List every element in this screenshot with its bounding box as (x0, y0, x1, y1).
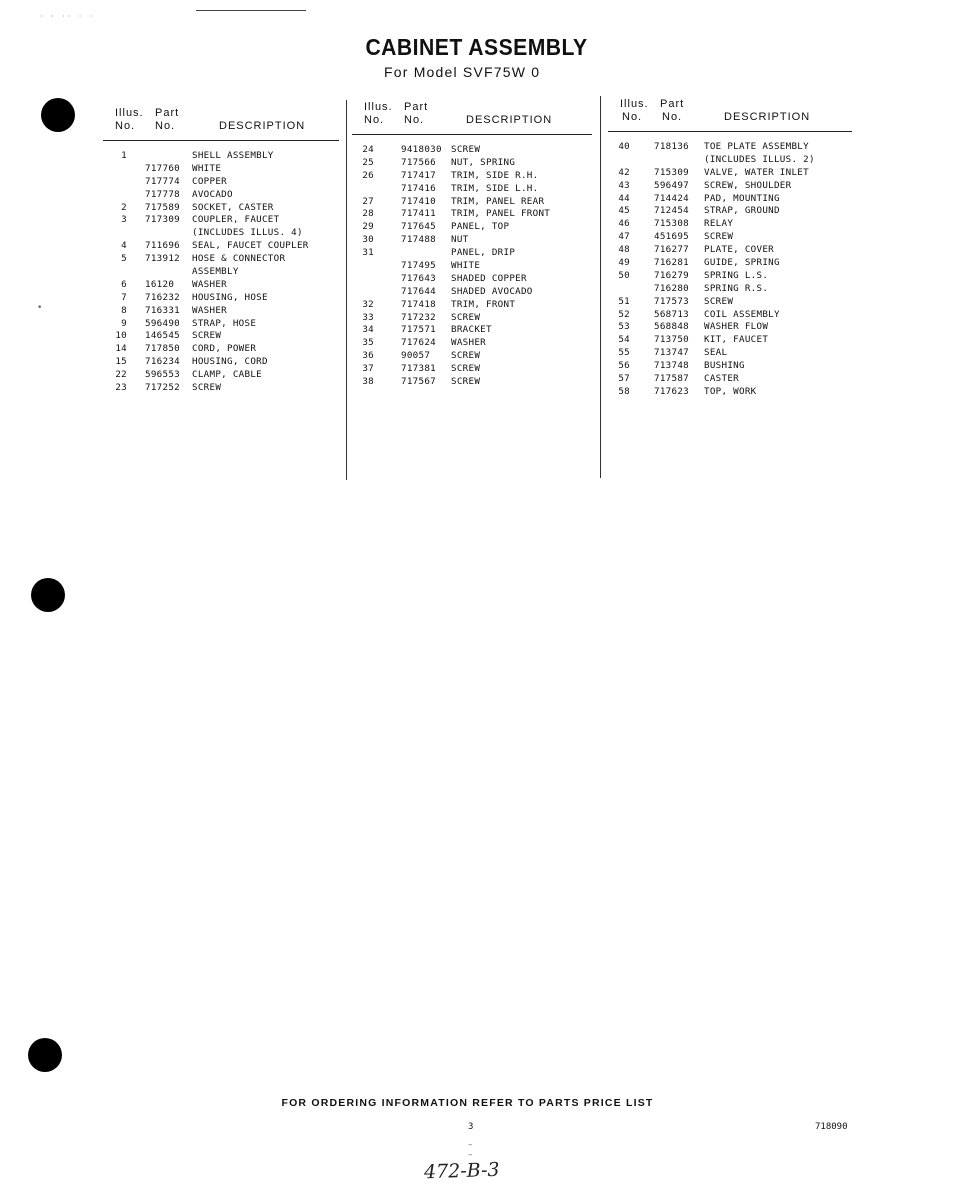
illus-number: 47 (618, 231, 630, 243)
part-number: 717589 (145, 201, 180, 213)
description-header: DESCRIPTION (219, 120, 306, 132)
column-divider (346, 100, 347, 480)
illus-number: 7 (121, 291, 127, 303)
illus-number: 22 (115, 369, 127, 381)
part-number: 596497 (654, 179, 689, 191)
part-description: BUSHING (704, 360, 745, 372)
table-row (352, 144, 592, 157)
table-row (352, 299, 592, 312)
table-row (608, 205, 852, 218)
illus-number: 33 (362, 311, 374, 323)
illus-number: 5 (121, 253, 127, 265)
illus-number: 23 (115, 382, 127, 394)
part-number: 716232 (145, 291, 180, 303)
illus-header-top: Illus. (115, 107, 144, 119)
illus-number: 35 (362, 337, 374, 349)
part-description: SCREW (192, 330, 222, 342)
column-divider (600, 96, 601, 478)
table-row (103, 369, 339, 382)
ordering-note: FOR ORDERING INFORMATION REFER TO PARTS PRICE LIST (281, 1097, 654, 1109)
header-rule (608, 131, 852, 132)
part-number: 716281 (654, 257, 689, 269)
table-row (608, 154, 852, 167)
part-number: 717624 (401, 337, 436, 349)
parts-column-1 (103, 107, 339, 395)
table-row (352, 196, 592, 209)
part-description: COIL ASSEMBLY (704, 308, 780, 320)
illus-number: 28 (362, 208, 374, 220)
part-number: 717778 (145, 188, 180, 200)
parts-column-2 (352, 101, 592, 389)
table-row (352, 286, 592, 299)
table-row (103, 305, 339, 318)
table-row (608, 321, 852, 334)
scan-dot: • (37, 303, 43, 313)
illus-number: 31 (362, 247, 374, 259)
part-description: SCREW (451, 376, 481, 388)
scan-mark: – (468, 1150, 473, 1160)
illus-number: 6 (121, 278, 127, 290)
illus-number: 51 (618, 295, 630, 307)
table-row (103, 292, 339, 305)
part-number: 717566 (401, 156, 436, 168)
illus-number: 1 (121, 150, 127, 161)
illus-number: 26 (362, 169, 374, 181)
table-row (352, 350, 592, 363)
part-description: TOP, WORK (704, 385, 757, 397)
part-description: GUIDE, SPRING (704, 257, 780, 269)
illus-number: 27 (362, 195, 374, 207)
part-description: SPRING R.S. (704, 282, 769, 294)
table-row (352, 273, 592, 286)
table-row (608, 373, 852, 386)
part-description: SCREW (704, 295, 734, 307)
page-title: CABINET ASSEMBLY (365, 34, 588, 60)
part-number: 717571 (401, 324, 436, 336)
illus-number: 25 (362, 156, 374, 168)
illus-number: 2 (121, 201, 127, 213)
table-row (352, 170, 592, 183)
part-number: 717573 (654, 295, 689, 307)
part-description: VALVE, WATER INLET (704, 166, 809, 178)
table-row (608, 283, 852, 296)
part-number: 717623 (654, 385, 689, 397)
part-description: STRAP, GROUND (704, 205, 780, 217)
table-row (352, 221, 592, 234)
part-description: WASHER (192, 304, 227, 316)
table-row (608, 180, 852, 193)
table-row (103, 214, 339, 227)
part-description: STRAP, HOSE (192, 317, 257, 329)
part-description: SHELL ASSEMBLY (192, 150, 274, 161)
part-description: SCREW (451, 144, 481, 155)
part-number: 717774 (145, 175, 180, 187)
table-row (608, 270, 852, 283)
part-no-header: No. (155, 120, 176, 132)
table-row (352, 260, 592, 273)
part-description: SCREW (451, 350, 481, 362)
illus-header-top: Illus. (364, 101, 393, 113)
part-description: SOCKET, CASTER (192, 201, 274, 213)
part-header-top: Part (404, 101, 429, 113)
part-number: 146545 (145, 330, 180, 342)
description-header: DESCRIPTION (466, 114, 553, 126)
illus-number: 8 (121, 304, 127, 316)
part-description: SCREW, SHOULDER (704, 179, 792, 191)
table-row (608, 309, 852, 322)
illus-number: 34 (362, 324, 374, 336)
illus-number: 44 (618, 192, 630, 204)
part-number: 717488 (401, 234, 436, 246)
part-number: 717252 (145, 382, 180, 394)
table-row (103, 253, 339, 266)
part-number: 9418030 (401, 144, 442, 155)
column-header (608, 98, 852, 128)
scan-speckle: · · ·· · · (40, 12, 96, 21)
part-description: WASHER (192, 278, 227, 290)
part-number: 717309 (145, 214, 180, 226)
part-number: 717418 (401, 298, 436, 310)
illus-number: 45 (618, 205, 630, 217)
part-number: 717381 (401, 363, 436, 375)
part-description: BRACKET (451, 324, 492, 336)
table-row (352, 337, 592, 350)
document-number: 718090 (815, 1122, 848, 1132)
description-header: DESCRIPTION (724, 111, 811, 123)
part-description: SCREW (704, 231, 734, 243)
part-number: 717760 (145, 162, 180, 174)
header-rule (352, 134, 592, 135)
part-number: 713748 (654, 360, 689, 372)
table-row (352, 234, 592, 247)
parts-list (352, 144, 592, 389)
part-description: COUPLER, FAUCET (192, 214, 280, 226)
table-row (352, 247, 592, 260)
illus-number: 54 (618, 334, 630, 346)
part-description: CORD, POWER (192, 343, 257, 355)
illus-number: 37 (362, 363, 374, 375)
table-row (103, 356, 339, 369)
part-number: 451695 (654, 231, 689, 243)
illus-number: 50 (618, 269, 630, 281)
illus-number: 58 (618, 385, 630, 397)
table-row (608, 231, 852, 244)
part-header-top: Part (155, 107, 180, 119)
table-row (608, 244, 852, 257)
part-description: TRIM, FRONT (451, 298, 516, 310)
part-number: 714424 (654, 192, 689, 204)
illus-number: 57 (618, 373, 630, 385)
part-description: SPRING L.S. (704, 269, 769, 281)
part-number: 90057 (401, 350, 431, 362)
part-number: 712454 (654, 205, 689, 217)
table-row (608, 167, 852, 180)
part-number: 716331 (145, 304, 180, 316)
column-header (352, 101, 592, 131)
part-number: 717411 (401, 208, 436, 220)
illus-number: 38 (362, 376, 374, 388)
illus-number: 46 (618, 218, 630, 230)
illus-number: 43 (618, 179, 630, 191)
illus-number: 48 (618, 244, 630, 256)
part-description: WHITE (451, 260, 481, 272)
part-number: 596553 (145, 369, 180, 381)
illus-number: 49 (618, 257, 630, 269)
page-number: 3 (468, 1122, 474, 1132)
part-number: 711696 (145, 240, 180, 252)
illus-number: 9 (121, 317, 127, 329)
part-description: CASTER (704, 373, 739, 385)
binder-hole-middle (31, 578, 65, 612)
illus-number: 14 (115, 343, 127, 355)
part-description: SEAL, FAUCET COUPLER (192, 240, 309, 252)
part-description: TRIM, PANEL REAR (451, 195, 545, 207)
part-number: 717850 (145, 343, 180, 355)
table-row (608, 360, 852, 373)
part-description: SHADED AVOCADO (451, 285, 533, 297)
table-row (608, 296, 852, 309)
illus-number: 24 (362, 144, 374, 155)
illus-number: 36 (362, 350, 374, 362)
part-number: 717587 (654, 373, 689, 385)
table-row (608, 193, 852, 206)
table-row (103, 279, 339, 292)
table-row (352, 363, 592, 376)
part-number: 717232 (401, 311, 436, 323)
part-number: 16120 (145, 278, 175, 290)
part-number: 717567 (401, 376, 436, 388)
table-row (103, 382, 339, 395)
part-number: 716280 (654, 282, 689, 294)
part-description: TRIM, SIDE L.H. (451, 182, 539, 194)
table-row (352, 312, 592, 325)
part-description: HOUSING, HOSE (192, 291, 268, 303)
part-header-top: Part (660, 98, 685, 110)
illus-number: 4 (121, 240, 127, 252)
table-row (103, 189, 339, 202)
illus-number: 53 (618, 321, 630, 333)
parts-column-3 (608, 98, 852, 399)
part-number: 717410 (401, 195, 436, 207)
table-row (103, 318, 339, 331)
part-number: 716277 (654, 244, 689, 256)
illus-number: 56 (618, 360, 630, 372)
parts-list (103, 150, 339, 395)
table-row (352, 157, 592, 170)
part-description: WASHER (451, 337, 486, 349)
part-description: KIT, FAUCET (704, 334, 769, 346)
part-description: NUT (451, 234, 469, 246)
table-row (352, 376, 592, 389)
part-number: 596490 (145, 317, 180, 329)
illus-number: 40 (618, 141, 630, 152)
header-rule (103, 140, 339, 141)
handwritten-note: 472-B-3 (423, 1158, 500, 1184)
part-description: COPPER (192, 175, 227, 187)
table-row (608, 141, 852, 154)
table-row (103, 330, 339, 343)
table-row (103, 150, 339, 163)
part-description: RELAY (704, 218, 734, 230)
part-description: SHADED COPPER (451, 272, 527, 284)
illus-number: 30 (362, 234, 374, 246)
part-description: WHITE (192, 162, 222, 174)
binder-hole-top (41, 98, 75, 132)
part-description: SCREW (451, 363, 481, 375)
table-row (608, 334, 852, 347)
part-description: ASSEMBLY (192, 266, 239, 278)
table-row (103, 176, 339, 189)
scan-mark: – (468, 1140, 473, 1150)
table-row (103, 163, 339, 176)
part-number: 717645 (401, 221, 436, 233)
part-number: 715309 (654, 166, 689, 178)
part-number: 717644 (401, 285, 436, 297)
table-row (352, 324, 592, 337)
illus-number: 3 (121, 214, 127, 226)
part-description: PAD, MOUNTING (704, 192, 780, 204)
part-number: 568713 (654, 308, 689, 320)
table-row (103, 240, 339, 253)
table-row (352, 183, 592, 196)
part-number: 716279 (654, 269, 689, 281)
part-no-header: No. (404, 114, 425, 126)
column-header (103, 107, 339, 137)
scan-artifact-line (196, 10, 306, 11)
part-description: TOE PLATE ASSEMBLY (704, 141, 809, 152)
table-row (608, 218, 852, 231)
part-number: 717417 (401, 169, 436, 181)
part-description: CLAMP, CABLE (192, 369, 262, 381)
part-description: HOSE & CONNECTOR (192, 253, 286, 265)
illus-number: 29 (362, 221, 374, 233)
illus-no-header: No. (622, 111, 643, 123)
illus-number: 42 (618, 166, 630, 178)
part-description: SEAL (704, 347, 728, 359)
part-description: PANEL, TOP (451, 221, 510, 233)
illus-no-header: No. (364, 114, 385, 126)
part-number: 717416 (401, 182, 436, 194)
illus-number: 15 (115, 356, 127, 368)
part-number: 713747 (654, 347, 689, 359)
illus-number: 52 (618, 308, 630, 320)
table-row (608, 386, 852, 399)
part-description: TRIM, SIDE R.H. (451, 169, 539, 181)
part-number: 718136 (654, 141, 689, 152)
part-number: 713912 (145, 253, 180, 265)
part-description: NUT, SPRING (451, 156, 516, 168)
illus-no-header: No. (115, 120, 136, 132)
part-number: 717495 (401, 260, 436, 272)
illus-header-top: Illus. (620, 98, 649, 110)
illus-number: 10 (115, 330, 127, 342)
table-row (352, 208, 592, 221)
part-number: 716234 (145, 356, 180, 368)
part-number: 715308 (654, 218, 689, 230)
table-row (103, 227, 339, 240)
part-description: AVOCADO (192, 188, 233, 200)
part-description: TRIM, PANEL FRONT (451, 208, 551, 220)
part-description: (INCLUDES ILLUS. 4) (192, 227, 303, 239)
part-description: HOUSING, CORD (192, 356, 268, 368)
part-number: 713750 (654, 334, 689, 346)
table-row (608, 257, 852, 270)
table-row (103, 266, 339, 279)
part-number: 568848 (654, 321, 689, 333)
part-description: PLATE, COVER (704, 244, 774, 256)
table-row (608, 347, 852, 360)
parts-list (608, 141, 852, 399)
model-subtitle: For Model SVF75W 0 (384, 64, 541, 80)
illus-number: 32 (362, 298, 374, 310)
part-description: SCREW (192, 382, 222, 394)
part-number: 717643 (401, 272, 436, 284)
part-description: PANEL, DRIP (451, 247, 516, 259)
part-description: (INCLUDES ILLUS. 2) (704, 153, 815, 165)
part-description: SCREW (451, 311, 481, 323)
binder-hole-bottom (28, 1038, 62, 1072)
part-no-header: No. (662, 111, 683, 123)
illus-number: 55 (618, 347, 630, 359)
table-row (103, 202, 339, 215)
part-description: WASHER FLOW (704, 321, 769, 333)
table-row (103, 343, 339, 356)
